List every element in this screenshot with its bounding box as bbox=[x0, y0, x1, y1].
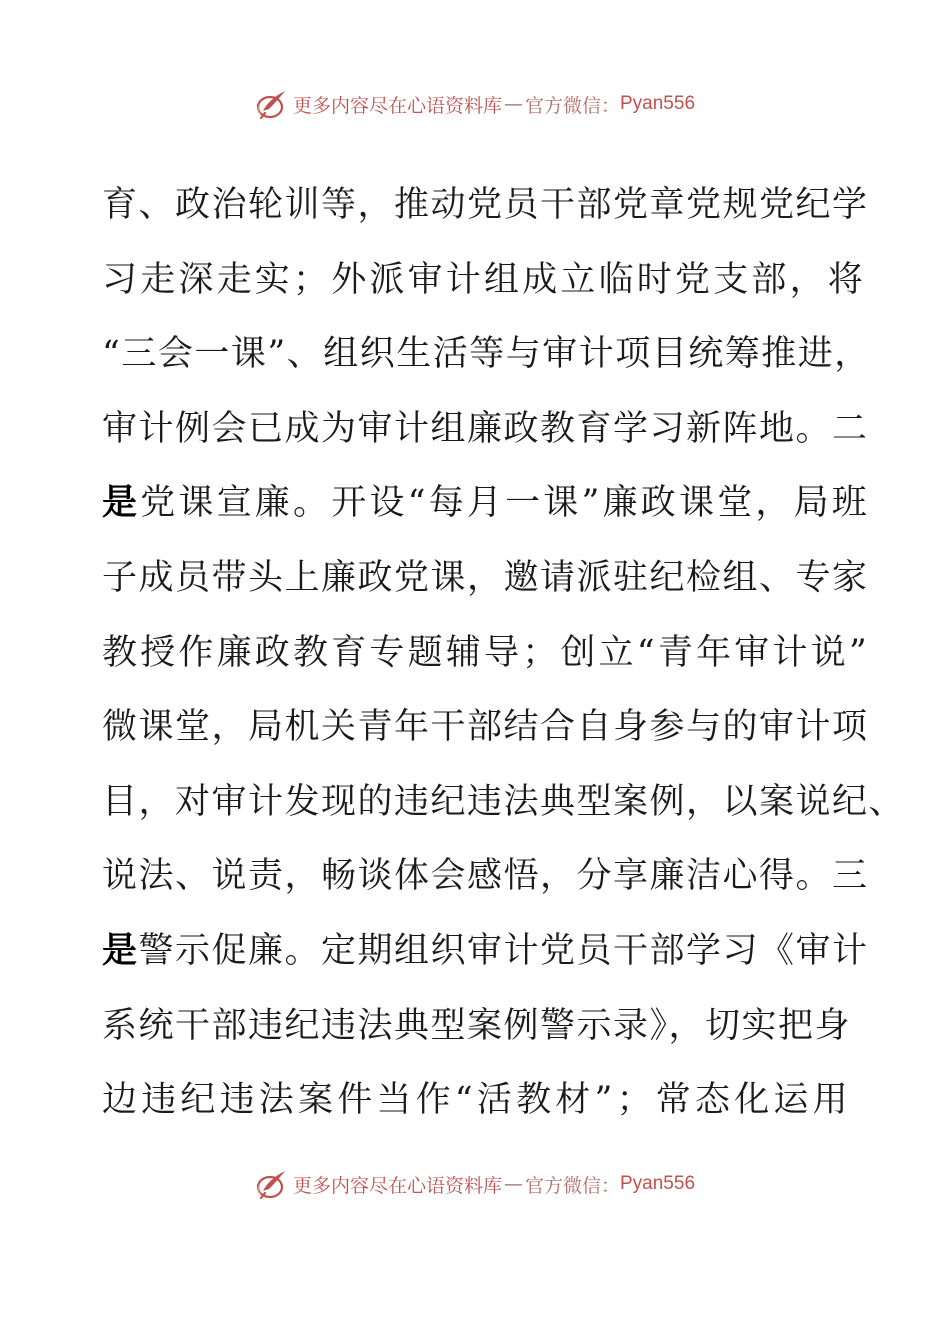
body-text-segment: 教授作廉政教育专题辅导；创立“青年审计说” bbox=[102, 632, 870, 673]
body-text-segment: 子成员带头上廉政党课，邀请派驻纪检组、专家 bbox=[102, 557, 869, 598]
footer-wechat-id: Pyan556 bbox=[620, 1173, 696, 1194]
body-line bbox=[102, 839, 869, 914]
body-line bbox=[102, 541, 869, 616]
footer-banner bbox=[0, 1164, 950, 1204]
body-text-segment: 目，对审计发现的违纪违法典型案例，以案说纪、 bbox=[102, 781, 906, 822]
header-separator: — bbox=[503, 93, 523, 115]
body-text-segment: 党课宣廉。开设“每月一课”廉政课堂，局班 bbox=[140, 483, 870, 524]
body-text-segment: 微课堂，局机关青年干部结合自身参与的审计项 bbox=[102, 707, 869, 748]
body-line bbox=[102, 690, 869, 765]
body-text-segment: 审计例会已成为审计组廉政教育学习新阵地。二 bbox=[102, 408, 869, 449]
body-text-segment: “三会一课”、组织生活等与审计项目统筹推进， bbox=[102, 334, 871, 375]
body-text-segment: 系统干部违纪违法典型案例警示录》，切实把身 bbox=[102, 1005, 852, 1046]
body-line bbox=[102, 466, 870, 541]
body-text-segment: 边违纪违法案件当作“活教材”；常态化运用 bbox=[102, 1080, 852, 1121]
quill-pen-logo-icon bbox=[255, 1167, 289, 1201]
footer-wechat-label: 官方微信： bbox=[524, 1174, 620, 1197]
header-wechat-label: 官方微信： bbox=[524, 94, 620, 117]
document-body bbox=[102, 168, 906, 1138]
footer-separator: — bbox=[503, 1173, 523, 1195]
body-line bbox=[102, 989, 862, 1064]
header-banner bbox=[0, 84, 950, 124]
body-text-segment: 习走深走实；外派审计组成立临时党支部，将 bbox=[102, 259, 867, 300]
body-line bbox=[102, 765, 906, 840]
quill-pen-logo-icon bbox=[255, 87, 289, 121]
body-line bbox=[102, 1063, 862, 1138]
body-line bbox=[102, 914, 869, 989]
body-line bbox=[102, 243, 867, 318]
bold-ordinal-text: 是 bbox=[102, 929, 139, 971]
header-site-text: 更多内容尽在心语资料库 bbox=[292, 94, 502, 117]
body-text-segment: 警示促廉。定期组织审计党员干部学习《审计 bbox=[138, 930, 869, 971]
footer-site-text: 更多内容尽在心语资料库 bbox=[292, 1174, 502, 1197]
body-text-segment: 育、政治轮训等，推动党员干部党章党规党纪学 bbox=[102, 185, 869, 225]
header-wechat-id: Pyan556 bbox=[620, 93, 696, 114]
body-line bbox=[102, 317, 871, 392]
body-text-segment: 说法、说责，畅谈体会感悟，分享廉洁心得。三 bbox=[102, 856, 869, 897]
body-line bbox=[102, 616, 870, 691]
body-line bbox=[102, 168, 869, 243]
body-line bbox=[102, 392, 869, 467]
bold-ordinal-text: 是 bbox=[102, 482, 141, 524]
